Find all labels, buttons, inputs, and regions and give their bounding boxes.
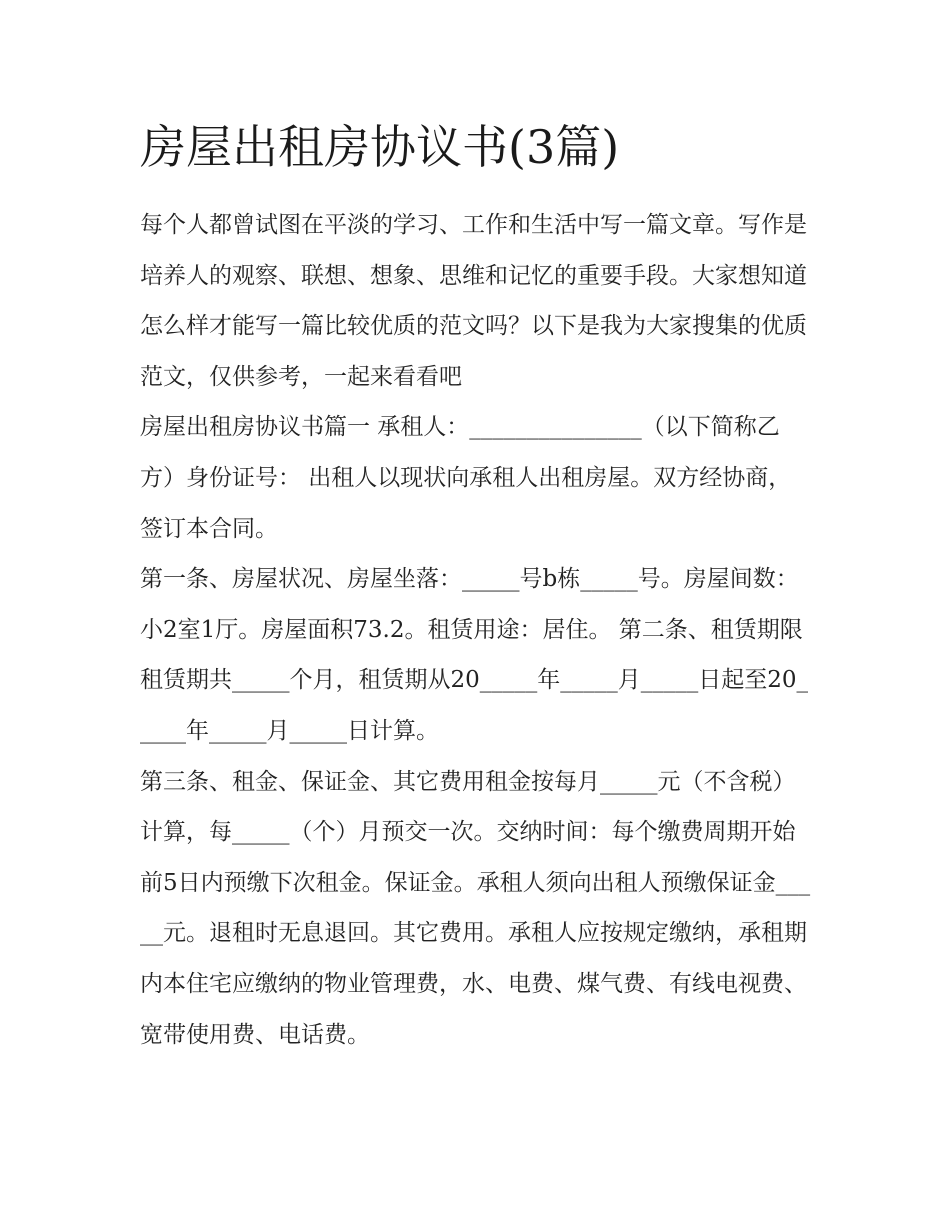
paragraph-article-1: 第一条、房屋状况、房屋坐落：_____号b栋_____号。房屋间数：小2室1厅。房屋面积73.2。租赁用途：居住。 第二条、租赁期限 xyxy=(140,566,803,643)
paragraph-article-3: 第三条、租金、保证金、其它费用租金按每月_____元（不含税）计算，每_____（个）月预交一次。交纳时间：每个缴费周期开始前5日内预缴下次租金。保证金。承租人须向出租人预缴保证金_____元。退租时无息退回。其它费用。承租人应按规定缴纳，承租期内本住宅应缴纳的物业管理费，水、电费、煤气费、有线电视费、宽带使用费、电话费。 xyxy=(140,768,811,1048)
paragraph-lease-term: 租赁期共_____个月，租赁期从20_____年_____月_____日起至20_____年_____月_____日计算。 xyxy=(140,667,809,744)
document-title: 房屋出租房协议书(3篇) xyxy=(140,120,620,174)
paragraph-intro: 每个人都曾试图在平淡的学习、工作和生活中写一篇文章。写作是培养人的观察、联想、想象、思维和记忆的重要手段。大家想知道怎么样才能写一篇比较优质的范文吗？以下是我为大家搜集的优质范文，仅供参考，一起来看看吧 xyxy=(140,212,807,390)
document-page xyxy=(140,110,812,1060)
paragraph-parties: 房屋出租房协议书篇一 承租人：_______________（以下简称乙方）身份证号： 出租人以现状向承租人出租房屋。双方经协商，签订本合同。 xyxy=(140,414,792,542)
